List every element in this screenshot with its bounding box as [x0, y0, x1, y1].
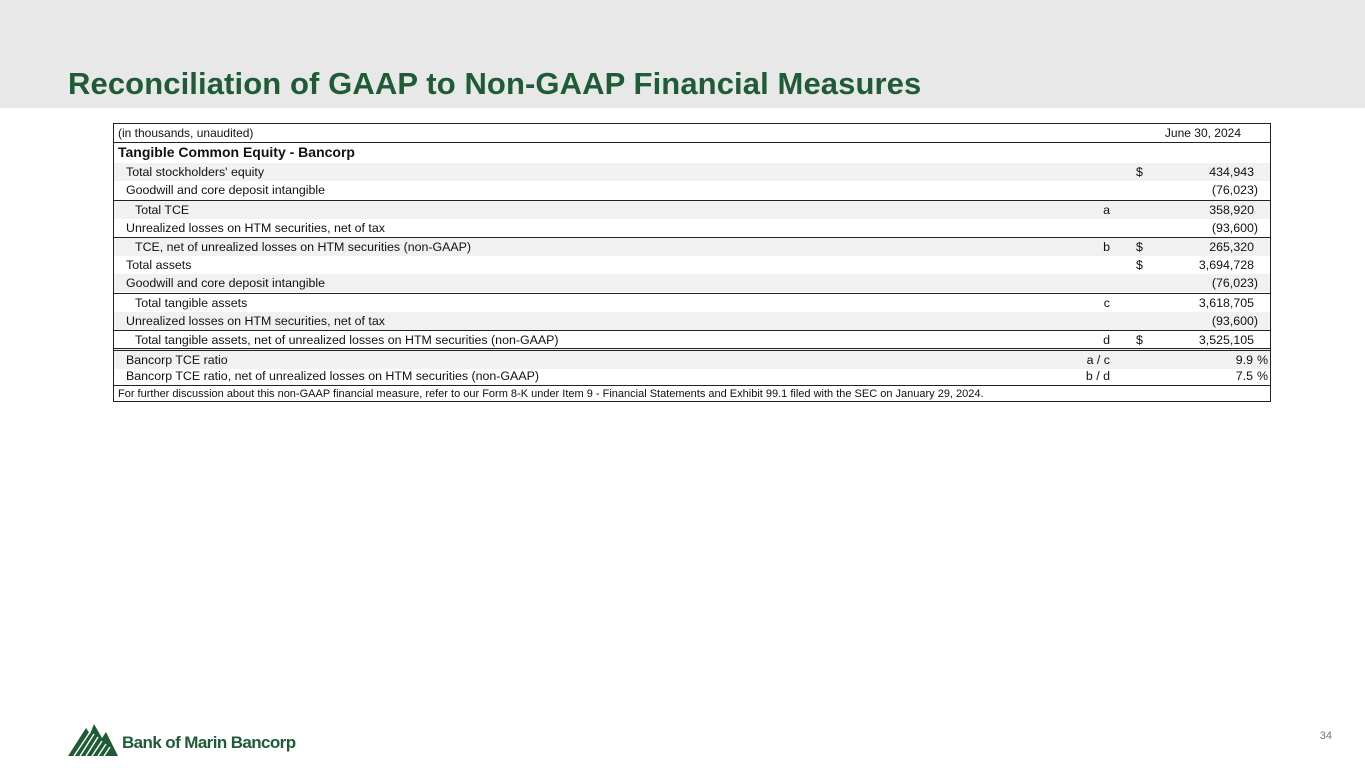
ratio-value: 9.9 [1235, 353, 1253, 367]
logo-text: Bank of Marin Bancorp [122, 733, 296, 752]
percent-sign: % [1256, 353, 1268, 367]
row-currency: $ [1136, 333, 1143, 347]
row-label: Goodwill and core deposit intangible [126, 183, 326, 197]
row-currency: $ [1136, 240, 1143, 254]
section-title: Tangible Common Equity - Bancorp [118, 144, 355, 160]
table-row [114, 274, 1270, 292]
row-value: 3,525,105 [1198, 333, 1254, 347]
table-row [114, 181, 1270, 199]
row-currency: $ [1136, 165, 1143, 179]
row-ref: b [1103, 240, 1110, 254]
table-row [114, 200, 1270, 219]
units-note: (in thousands, unaudited) [118, 126, 254, 140]
row-value: 3,618,705 [1198, 296, 1254, 310]
page-title: Reconciliation of GAAP to Non-GAAP Financial Measures [68, 66, 922, 101]
row-value: 3,694,728 [1198, 258, 1254, 272]
row-value: (93,600) [1211, 314, 1258, 328]
row-label: Unrealized losses on HTM securities, net of tax [126, 221, 385, 235]
reconciliation-table [113, 123, 1271, 402]
row-value: 434,943 [1209, 165, 1254, 179]
row-label: Total assets [126, 258, 192, 272]
row-currency: $ [1136, 258, 1143, 272]
row-label: Bancorp TCE ratio [126, 353, 228, 367]
row-label: TCE, net of unrealized losses on HTM securities (non-GAAP) [135, 240, 472, 254]
row-value: (76,023) [1211, 183, 1258, 197]
row-label: Unrealized losses on HTM securities, net of tax [126, 314, 385, 328]
table-row [114, 312, 1270, 330]
row-label: Total TCE [135, 203, 190, 217]
ratio-value: 7.5 [1235, 369, 1253, 383]
table-row [114, 293, 1270, 312]
row-label: Bancorp TCE ratio, net of unrealized losses on HTM securities (non-GAAP) [126, 369, 539, 383]
row-value: 358,920 [1209, 203, 1254, 217]
row-value: (93,600) [1211, 221, 1258, 235]
table-header-row [114, 124, 1270, 143]
table-row [114, 330, 1270, 349]
footnote: For further discussion about this non-GAAP financial measure, refer to our Form 8-K under Item 9 - Financial Statements and Exhibit 99.1 filed with the SEC on January 29, 2024. [118, 388, 984, 400]
row-label: Total tangible assets, net of unrealized losses on HTM securities (non-GAAP) [135, 333, 559, 347]
table-row [114, 237, 1270, 256]
row-value: 265,320 [1209, 240, 1254, 254]
row-label: Total tangible assets [135, 296, 248, 310]
row-ref: c [1103, 296, 1110, 310]
row-ref: b / d [1085, 369, 1110, 383]
date-column-header: June 30, 2024 [1164, 126, 1241, 140]
row-label: Goodwill and core deposit intangible [126, 276, 326, 290]
row-value: (76,023) [1211, 276, 1258, 290]
row-label: Total stockholders' equity [126, 165, 265, 179]
row-ref: a [1103, 203, 1110, 217]
page-number: 34 [1319, 730, 1332, 742]
table-row [114, 367, 1270, 385]
row-ref: a / c [1086, 353, 1110, 367]
table-row [114, 219, 1270, 237]
table-row [114, 348, 1270, 369]
table-row [114, 163, 1270, 181]
table-row [114, 256, 1270, 274]
row-value [1236, 367, 1268, 385]
percent-sign: % [1256, 369, 1268, 383]
row-ref: d [1103, 333, 1110, 347]
footnote-row [114, 385, 1270, 402]
